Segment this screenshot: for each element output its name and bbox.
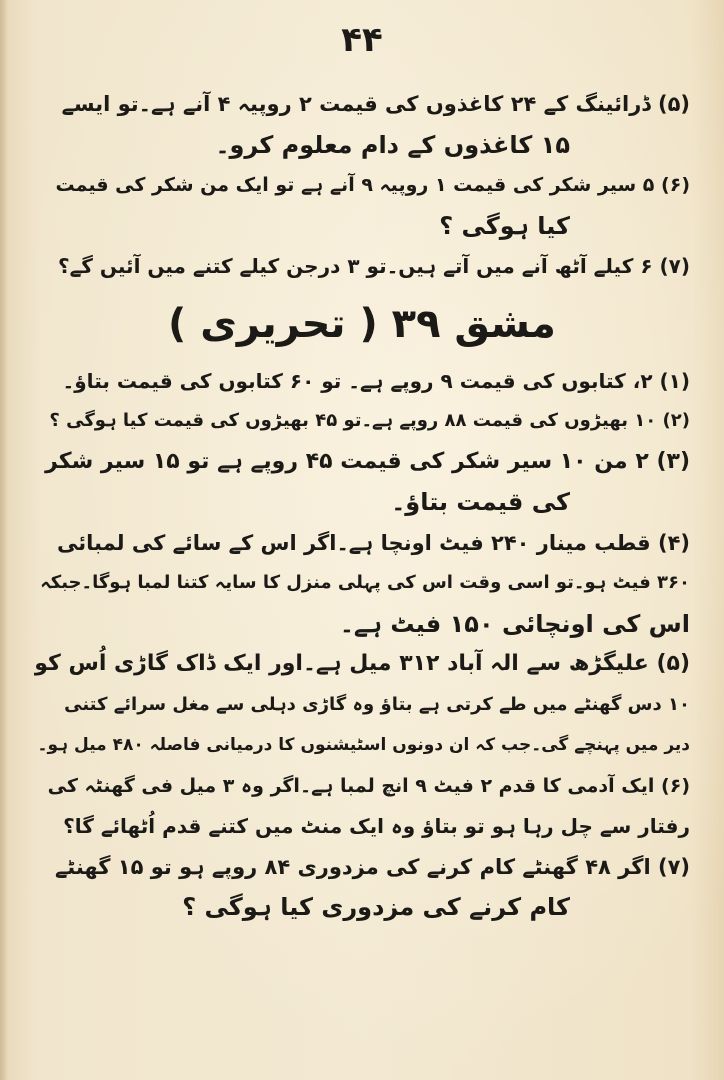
- text-line: اس کی اونچائی ۱۵۰ فیٹ ہے۔: [339, 609, 690, 638]
- text-line: (۱) ۲، کتابوں کی قیمت ۹ روپے ہے۔ تو ۶۰ کتابوں کی قیمت بتاؤ۔: [62, 368, 690, 393]
- text-line: ۱۰ دس گھنٹے میں طے کرتی ہے بتاؤ وہ گاڑی دہلی سے مغل سرائے کتنی: [64, 693, 690, 715]
- text-line: (۶) ۵ سیر شکر کی قیمت ۱ روپیہ ۹ آنے ہے تو ایک من شکر کی قیمت: [55, 174, 690, 196]
- text-line: رفتار سے چل رہا ہو تو بتاؤ وہ ایک منٹ میں کتنے قدم اُٹھائے گا؟: [63, 814, 690, 838]
- text-line: (۷) ۶ کیلے آٹھ آنے میں آتے ہیں۔تو ۳ درجن کیلے کتنے میں آئیں گے؟: [57, 254, 690, 278]
- exercise-38-part: [34, 84, 690, 287]
- exercise-39-questions: [34, 361, 690, 928]
- text-line: (۶) ایک آدمی کا قدم ۲ فیٹ ۹ انچ لمبا ہے۔اگر وہ ۳ میل فی گھنٹہ کی: [47, 774, 690, 797]
- page-content: [34, 84, 690, 928]
- exercise-heading-text: مشق ۳۹ ( تحریری ): [168, 300, 556, 347]
- text-line: کی قیمت بتاؤ۔: [391, 488, 570, 516]
- text-line: (۵) علیگڑھ سے الہ آباد ۳۱۲ میل ہے۔اور ایک ڈاک گاڑی اُس کو: [34, 651, 690, 676]
- exercise-heading: [34, 287, 690, 361]
- text-line: کیا ہوگی ؟: [439, 211, 570, 240]
- text-line: کام کرنے کی مزدوری کیا ہوگی ؟: [182, 893, 570, 921]
- text-line: (۷) اگر ۴۸ گھنٹے کام کرنے کی مزدوری ۸۴ روپے ہو تو ۱۵ گھنٹے: [54, 854, 690, 879]
- text-line: (۵) ڈرائینگ کے ۲۴ کاغذوں کی قیمت ۲ روپیہ ۴ آنے ہے۔تو ایسے: [61, 92, 690, 116]
- page-edge-shadow: [0, 0, 8, 1080]
- text-line: ۳۶۰ فیٹ ہو۔تو اسی وقت اس کی پہلی منزل کا سایہ کتنا لمبا ہوگا۔جبکہ: [40, 572, 690, 593]
- text-line: (۲) ۱۰ بھیڑوں کی قیمت ۸۸ روپے ہے۔تو ۴۵ بھیڑوں کی قیمت کیا ہوگی ؟: [49, 410, 690, 431]
- text-line: (۳) ۲ من ۱۰ سیر شکر کی قیمت ۴۵ روپے ہے تو ۱۵ سیر شکر: [45, 448, 690, 474]
- text-line: دیر میں پہنچے گی۔جب کہ ان دونوں اسٹیشنوں کا درمیانی فاصلہ ۴۸۰ میل ہو۔: [37, 735, 690, 755]
- page-number: ۴۴: [341, 20, 383, 60]
- text-line: (۴) قطب مینار ۲۴۰ فیٹ اونچا ہے۔اگر اس کے سائے کی لمبائی: [56, 530, 690, 555]
- text-line: ۱۵ کاغذوں کے دام معلوم کرو۔: [215, 130, 570, 159]
